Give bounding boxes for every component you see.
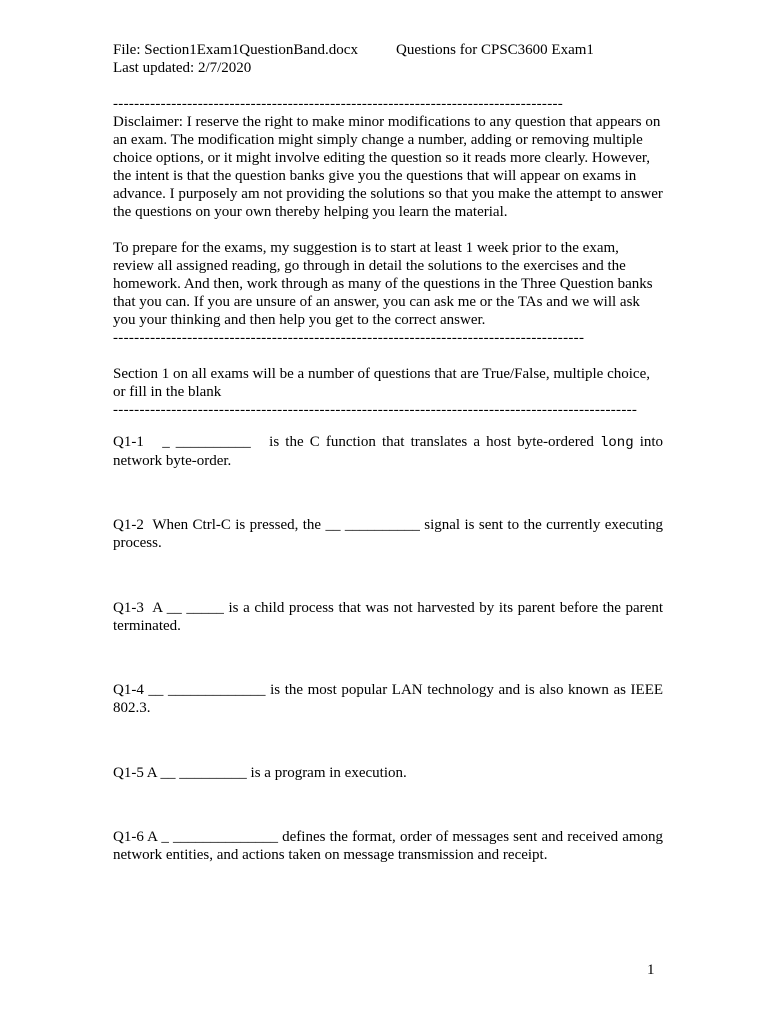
course-title: Questions for CPSC3600 Exam1 [396, 42, 594, 58]
disclaimer-paragraph: Disclaimer: I reserve the right to make minor modifications to any question that appears on an exam. The modification might simply change a number, adding or removing multiple choice options, or it might involve editing the question so it reads more clearly. However, the intent is that the question banks give you the questions that will appear on exams in advance. I purposely am not providing the solutions so that you make the attempt to answer the questions on your own thereby helping you learn the material. [113, 114, 663, 220]
question-label: Q1-6 [113, 829, 144, 845]
code-term: long [599, 435, 634, 451]
question-q1-4 [113, 681, 663, 717]
question-text: defines the format, order of messages sent and received among network entities, and actions taken on message transmission and receipt. [113, 829, 664, 863]
last-updated: Last updated: 2/7/2020 [113, 60, 252, 76]
section-intro: Section 1 on all exams will be a number of questions that are True/False, multiple choice, or fill in the blank [113, 366, 650, 400]
question-prefix: A [147, 829, 158, 845]
question-text: is a program in execution. [250, 765, 407, 781]
divider-rule: ------------------------------------------------------------------------------------- [113, 96, 564, 112]
question-text-continued: into network byte-order. [113, 434, 664, 469]
document-page [113, 41, 663, 419]
answer-blank: __ _________ [160, 765, 247, 781]
header [113, 41, 663, 59]
question-label: Q1-5 [113, 765, 144, 781]
question-q1-1 [113, 433, 663, 470]
page-number: 1 [647, 962, 655, 978]
question-text: is the C function that translates a host byte-ordered [269, 434, 594, 450]
file-name: File: Section1Exam1QuestionBand.docx [113, 42, 358, 58]
question-q1-6 [113, 828, 663, 864]
answer-blank: _ __________ [162, 434, 251, 450]
question-prefix: A [146, 765, 157, 781]
question-prefix: A [152, 600, 163, 616]
answer-blank: _ ______________ [161, 829, 278, 845]
question-label: Q1-3 [113, 600, 144, 616]
answer-blank: __ _____ [166, 600, 224, 616]
prepare-paragraph: To prepare for the exams, my suggestion is to start at least 1 week prior to the exam, review all assigned reading, go through in detail the solutions to the exercises and the homework. And then, work through as many of the questions in the Three Question banks that you can. If you are unsure of an answer, you can ask me or the TAs and we will ask you your thinking and then help you get to the correct answer. [113, 240, 653, 328]
question-q1-5 [113, 764, 663, 782]
question-q1-3 [113, 599, 663, 635]
question-text: signal is sent to the currently executing process. [113, 517, 664, 551]
question-q1-2 [113, 516, 663, 552]
question-label: Q1-4 [113, 682, 144, 698]
divider-rule: --------------------------------------------------------------------------------------------------- [113, 402, 638, 418]
question-text: is a child process that was not harvested by its parent before the parent terminated. [113, 600, 663, 634]
answer-blank: __ _____________ [148, 682, 266, 698]
question-prefix: When Ctrl-C is pressed, the [152, 517, 322, 533]
question-label: Q1-2 [113, 517, 144, 533]
answer-blank: __ __________ [325, 517, 420, 533]
question-label: Q1-1 [113, 434, 144, 450]
divider-rule: ----------------------------------------------------------------------------------------- [113, 330, 585, 346]
question-text: is the most popular LAN technology and is also known as IEEE 802.3. [113, 682, 664, 716]
